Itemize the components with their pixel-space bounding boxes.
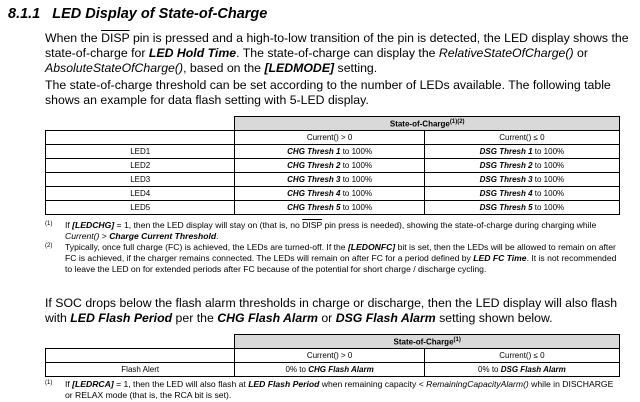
range-text: to 100%: [532, 161, 565, 170]
text: or: [317, 311, 336, 325]
footnote-mark: (1): [45, 380, 53, 386]
table-row: [46, 173, 620, 187]
column-header: Current() > 0: [235, 349, 424, 363]
dsg-cell: [424, 173, 619, 187]
led-name: LED2: [46, 159, 235, 173]
param-dsg-flash-alarm: DSG Flash Alarm: [335, 311, 436, 325]
chg-cell: [235, 159, 424, 173]
text: When the: [45, 31, 102, 45]
led-name: LED5: [46, 201, 235, 215]
range-text: to 100%: [340, 161, 373, 170]
bit-ledrca: [LEDRCA]: [72, 379, 114, 389]
intro-paragraph: [45, 31, 635, 76]
text: If: [65, 220, 73, 230]
row-label: Flash Alert: [46, 363, 235, 377]
dsg-param: DSG Thresh 5: [479, 203, 533, 212]
dsg-param: DSG Thresh 3: [479, 175, 533, 184]
table-group-header: [235, 117, 620, 131]
dsg-param: DSG Thresh 1: [479, 147, 533, 156]
text: >: [99, 231, 110, 241]
dsg-param: DSG Flash Alarm: [500, 365, 566, 374]
dsg-cell: [424, 145, 619, 159]
text: If SOC drops below the flash alarm thresholds in charge or discharge, then the LED display will also flash with: [45, 296, 618, 325]
dsg-param: DSG Thresh 2: [479, 161, 533, 170]
section-heading: [8, 6, 267, 22]
dsg-cell: [424, 363, 619, 377]
table-row: [46, 187, 620, 201]
dsg-param: DSG Thresh 4: [479, 189, 533, 198]
section-title: LED Display of State-of-Charge: [52, 6, 268, 22]
disp-pin-name: DISP: [302, 220, 323, 230]
text: pin press is needed), showing the state-of-charge during charging while: [322, 220, 597, 230]
led-name: LED4: [46, 187, 235, 201]
range-text: to 100%: [340, 189, 373, 198]
bit-ledonfc: [LEDONFC]: [347, 242, 396, 252]
header-text: State-of-Charge: [393, 337, 454, 347]
threshold-paragraph: The state-of-charge threshold can be set according to the number of LEDs available. The following table shows an example for data flash setting with 5-LED display.: [45, 78, 611, 107]
range-text: 0% to: [478, 365, 501, 374]
section-number: 8.1.1: [8, 6, 41, 22]
func-relative-soc: RelativeStateOfCharge(): [438, 46, 574, 60]
flash-alert-table: [45, 334, 620, 377]
footnote-ref: (1): [453, 336, 461, 343]
chg-param: CHG Thresh 4: [287, 189, 341, 198]
empty-cell: [46, 349, 235, 363]
column-header: Current() ≤ 0: [424, 349, 619, 363]
column-header: Current() ≤ 0: [424, 131, 619, 145]
text: , based on the: [183, 61, 265, 75]
param-led-fc-time: LED FC Time: [473, 253, 527, 263]
range-text: to 100%: [340, 203, 373, 212]
text: while in DISCHARGE or RELAX mode (that is, the RCA bit is set).: [65, 379, 614, 400]
func-remaining-capacity-alarm: RemainingCapacityAlarm(): [426, 379, 529, 389]
table-row: [46, 363, 620, 377]
dsg-cell: [424, 187, 619, 201]
footnote-ref: (1)(2): [449, 118, 465, 125]
param-led-flash-period: LED Flash Period: [70, 311, 173, 325]
text: setting.: [334, 61, 378, 75]
chg-param: CHG Flash Alarm: [308, 365, 374, 374]
led-name: LED1: [46, 145, 235, 159]
text: . It is not recommended to leave the LED on for extended periods after FC because of the potential for short charge / discharge cycling.: [65, 253, 617, 274]
table-row: [46, 145, 620, 159]
chg-param: CHG Thresh 5: [287, 203, 341, 212]
empty-cell: [46, 335, 235, 349]
param-chg-flash-alarm: CHG Flash Alarm: [217, 311, 318, 325]
column-header: Current() > 0: [235, 131, 424, 145]
table-row: [46, 159, 620, 173]
header-text: State-of-Charge: [389, 119, 450, 129]
text: or: [573, 46, 588, 60]
empty-cell: [46, 117, 235, 131]
text: setting shown below.: [435, 311, 553, 325]
text: .: [216, 231, 219, 241]
table-group-header: [235, 335, 620, 349]
range-text: to 100%: [340, 175, 373, 184]
text: = 1, then the LED display will stay on (that is, no: [114, 220, 303, 230]
text: = 1, then the LED will also flash at: [113, 379, 249, 389]
footnote-mark: (1): [45, 221, 53, 227]
chg-param: CHG Thresh 2: [287, 161, 341, 170]
param-led-hold-time: LED Hold Time: [148, 46, 237, 60]
text: If: [65, 379, 73, 389]
text: bit is set, then the LEDs will be allowed to remain on after FC is achieved, if the charger remains connected. The LEDs will remain on after FC for a period defined by: [65, 242, 616, 263]
func-absolute-soc: AbsoluteStateOfCharge(): [45, 61, 184, 75]
flash-paragraph: [45, 296, 635, 326]
range-text: to 100%: [340, 147, 373, 156]
param-led-flash-period: LED Flash Period: [248, 379, 320, 389]
chg-param: CHG Thresh 3: [287, 175, 341, 184]
disp-pin-name: DISP: [101, 31, 130, 45]
text: pin is pressed and a high-to-low transition of the pin is detected, the LED display shows the state-of-charge for: [45, 31, 629, 60]
table-row: [46, 201, 620, 215]
led-name: LED3: [46, 173, 235, 187]
chg-cell: [235, 201, 424, 215]
bit-ledchg: [LEDCHG]: [72, 220, 115, 230]
chg-param: CHG Thresh 1: [287, 147, 341, 156]
range-text: 0% to: [285, 365, 309, 374]
range-text: to 100%: [532, 189, 565, 198]
empty-cell: [46, 131, 235, 145]
bit-ledmode: [LEDMODE]: [264, 61, 335, 75]
chg-cell: [235, 363, 424, 377]
chg-cell: [235, 145, 424, 159]
func-current: Current(): [65, 231, 100, 241]
text: when remaining capacity <: [319, 379, 427, 389]
dsg-cell: [424, 201, 619, 215]
text: per the: [172, 311, 218, 325]
footnote-mark: (2): [45, 243, 53, 249]
range-text: to 100%: [532, 147, 565, 156]
soc-threshold-table: [45, 116, 620, 215]
chg-cell: [235, 187, 424, 201]
range-text: to 100%: [532, 203, 565, 212]
text: . The state-of-charge can display the: [236, 46, 439, 60]
chg-cell: [235, 173, 424, 187]
dsg-cell: [424, 159, 619, 173]
text: Typically, once full charge (FC) is achieved, the LEDs are turned-off. If the: [65, 242, 348, 252]
param-charge-current-threshold: Charge Current Threshold: [109, 231, 217, 241]
range-text: to 100%: [532, 175, 565, 184]
